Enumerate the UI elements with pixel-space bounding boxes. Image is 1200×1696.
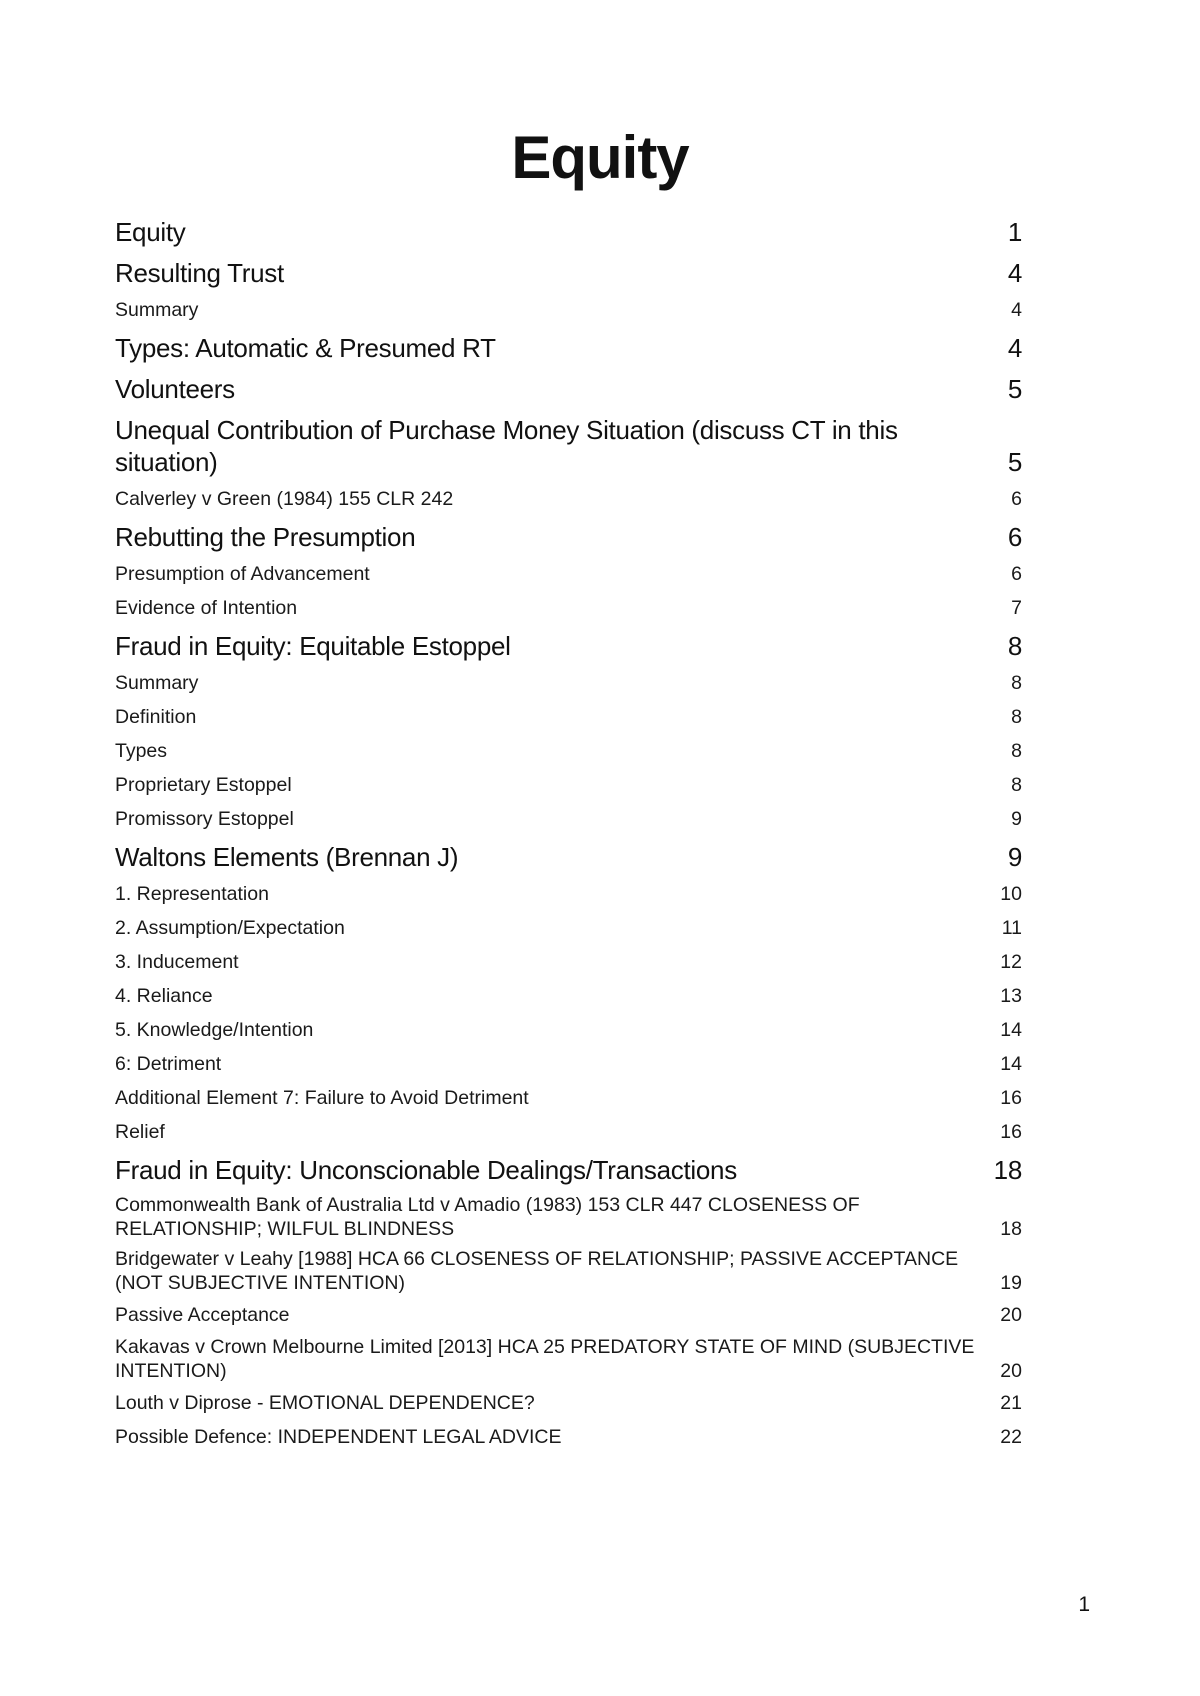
table-of-contents — [115, 211, 1022, 1454]
toc-entry-label: Definition — [115, 706, 197, 728]
toc-entry-page-number: 20 — [1000, 1304, 1022, 1326]
toc-entry-label: Fraud in Equity: Unconscionable Dealings/Transactions — [115, 1155, 737, 1185]
toc-heading-entry[interactable] — [115, 1149, 1022, 1190]
toc-entry-label: Promissory Estoppel — [115, 808, 294, 830]
toc-entry-page-number: 6 — [1011, 488, 1022, 510]
toc-heading-entry[interactable] — [115, 211, 1022, 252]
toc-subheading-entry[interactable] — [115, 979, 1022, 1013]
toc-entry-page-number: 4 — [1011, 299, 1022, 321]
toc-entry-page-number: 10 — [1000, 883, 1022, 905]
toc-entry-label: Commonwealth Bank of Australia Ltd v Amadio (1983) 153 CLR 447 CLOSENESS OF RELATIONSHIP; WILFUL BLINDNESS — [115, 1194, 860, 1240]
toc-entry-label: Passive Acceptance — [115, 1304, 290, 1326]
toc-entry-label: Summary — [115, 299, 199, 321]
toc-entry-page-number: 1 — [1007, 217, 1022, 247]
toc-entry-label: 1. Representation — [115, 883, 269, 905]
toc-entry-label: Rebutting the Presumption — [115, 522, 416, 552]
toc-subheading-entry[interactable] — [115, 768, 1022, 802]
toc-entry-page-number: 8 — [1011, 706, 1022, 728]
toc-entry-page-number: 9 — [1007, 842, 1022, 872]
toc-entry-page-number: 22 — [1000, 1426, 1022, 1448]
toc-heading-entry[interactable] — [115, 836, 1022, 877]
toc-entry-page-number: 14 — [1000, 1053, 1022, 1075]
toc-entry-label: Bridgewater v Leahy [1988] HCA 66 CLOSENESS OF RELATIONSHIP; PASSIVE ACCEPTANCE (NOT SUBJECTIVE INTENTION) — [115, 1248, 959, 1294]
page-number: 1 — [1078, 1593, 1090, 1616]
toc-subheading-entry[interactable] — [115, 1298, 1022, 1332]
toc-subheading-entry[interactable] — [115, 666, 1022, 700]
toc-subheading-entry[interactable] — [115, 802, 1022, 836]
toc-entry-page-number: 6 — [1011, 563, 1022, 585]
toc-entry-label: Types: Automatic & Presumed RT — [115, 333, 496, 363]
toc-entry-page-number: 11 — [1001, 917, 1022, 939]
toc-entry-page-number: 9 — [1011, 808, 1022, 830]
toc-subheading-entry[interactable] — [115, 293, 1022, 327]
toc-heading-entry[interactable] — [115, 409, 1022, 482]
toc-subheading-entry[interactable] — [115, 1244, 1022, 1298]
toc-subheading-entry[interactable] — [115, 1386, 1022, 1420]
toc-entry-label: Evidence of Intention — [115, 597, 298, 619]
toc-subheading-entry[interactable] — [115, 700, 1022, 734]
toc-subheading-entry[interactable] — [115, 557, 1022, 591]
toc-entry-label: Calverley v Green (1984) 155 CLR 242 — [115, 488, 454, 510]
toc-entry-label: Relief — [115, 1121, 165, 1143]
toc-entry-label: Unequal Contribution of Purchase Money Situation (discuss CT in this situation) — [115, 415, 898, 477]
toc-entry-page-number: 14 — [1000, 1019, 1022, 1041]
toc-entry-label: Additional Element 7: Failure to Avoid Detriment — [115, 1087, 529, 1109]
toc-subheading-entry[interactable] — [115, 1047, 1022, 1081]
toc-entry-label: Louth v Diprose - EMOTIONAL DEPENDENCE? — [115, 1392, 535, 1414]
toc-entry-page-number: 8 — [1011, 774, 1022, 796]
toc-entry-label: Resulting Trust — [115, 258, 284, 288]
toc-subheading-entry[interactable] — [115, 945, 1022, 979]
toc-subheading-entry[interactable] — [115, 591, 1022, 625]
toc-entry-page-number: 20 — [1000, 1360, 1022, 1382]
toc-heading-entry[interactable] — [115, 327, 1022, 368]
toc-entry-label: Summary — [115, 672, 199, 694]
toc-entry-page-number: 12 — [1000, 951, 1022, 973]
toc-subheading-entry[interactable] — [115, 1013, 1022, 1047]
toc-heading-entry[interactable] — [115, 516, 1022, 557]
toc-entry-page-number: 16 — [1000, 1087, 1022, 1109]
toc-entry-page-number: 5 — [1007, 374, 1022, 404]
toc-entry-label: Types — [115, 740, 168, 762]
toc-entry-page-number: 4 — [1007, 333, 1022, 363]
toc-entry-label: 5. Knowledge/Intention — [115, 1019, 314, 1041]
toc-entry-label: Fraud in Equity: Equitable Estoppel — [115, 631, 511, 661]
toc-entry-page-number: 21 — [1000, 1392, 1022, 1414]
toc-subheading-entry[interactable] — [115, 877, 1022, 911]
toc-entry-page-number: 5 — [1007, 447, 1022, 477]
toc-subheading-entry[interactable] — [115, 482, 1022, 516]
toc-entry-page-number: 8 — [1011, 740, 1022, 762]
toc-entry-page-number: 8 — [1007, 631, 1022, 661]
toc-subheading-entry[interactable] — [115, 1420, 1022, 1454]
toc-heading-entry[interactable] — [115, 625, 1022, 666]
toc-subheading-entry[interactable] — [115, 1190, 1022, 1244]
toc-entry-label: Presumption of Advancement — [115, 563, 370, 585]
toc-entry-label: Waltons Elements (Brennan J) — [115, 842, 459, 872]
toc-entry-label: 2. Assumption/Expectation — [115, 917, 345, 939]
toc-heading-entry[interactable] — [115, 252, 1022, 293]
toc-entry-label: 6: Detriment — [115, 1053, 222, 1075]
toc-entry-page-number: 6 — [1007, 522, 1022, 552]
toc-subheading-entry[interactable] — [115, 1081, 1022, 1115]
toc-entry-label: Equity — [115, 217, 186, 247]
toc-entry-label: 4. Reliance — [115, 985, 213, 1007]
toc-subheading-entry[interactable] — [115, 734, 1022, 768]
toc-subheading-entry[interactable] — [115, 1332, 1022, 1386]
toc-entry-page-number: 18 — [1000, 1218, 1022, 1240]
toc-entry-label: Proprietary Estoppel — [115, 774, 292, 796]
toc-entry-label: Volunteers — [115, 374, 235, 404]
toc-subheading-entry[interactable] — [115, 911, 1022, 945]
toc-entry-label: Possible Defence: INDEPENDENT LEGAL ADVICE — [115, 1426, 562, 1448]
document-title: Equity — [511, 124, 689, 191]
toc-entry-page-number: 8 — [1011, 672, 1022, 694]
toc-heading-entry[interactable] — [115, 368, 1022, 409]
toc-entry-page-number: 4 — [1007, 258, 1022, 288]
toc-entry-page-number: 19 — [1000, 1272, 1022, 1294]
toc-entry-page-number: 18 — [993, 1155, 1022, 1185]
toc-entry-label: Kakavas v Crown Melbourne Limited [2013] HCA 25 PREDATORY STATE OF MIND (SUBJECTIVE INTENTION) — [115, 1336, 975, 1382]
toc-subheading-entry[interactable] — [115, 1115, 1022, 1149]
toc-entry-page-number: 7 — [1011, 597, 1022, 619]
toc-entry-label: 3. Inducement — [115, 951, 239, 973]
toc-entry-page-number: 13 — [1000, 985, 1022, 1007]
toc-entry-page-number: 16 — [1000, 1121, 1022, 1143]
